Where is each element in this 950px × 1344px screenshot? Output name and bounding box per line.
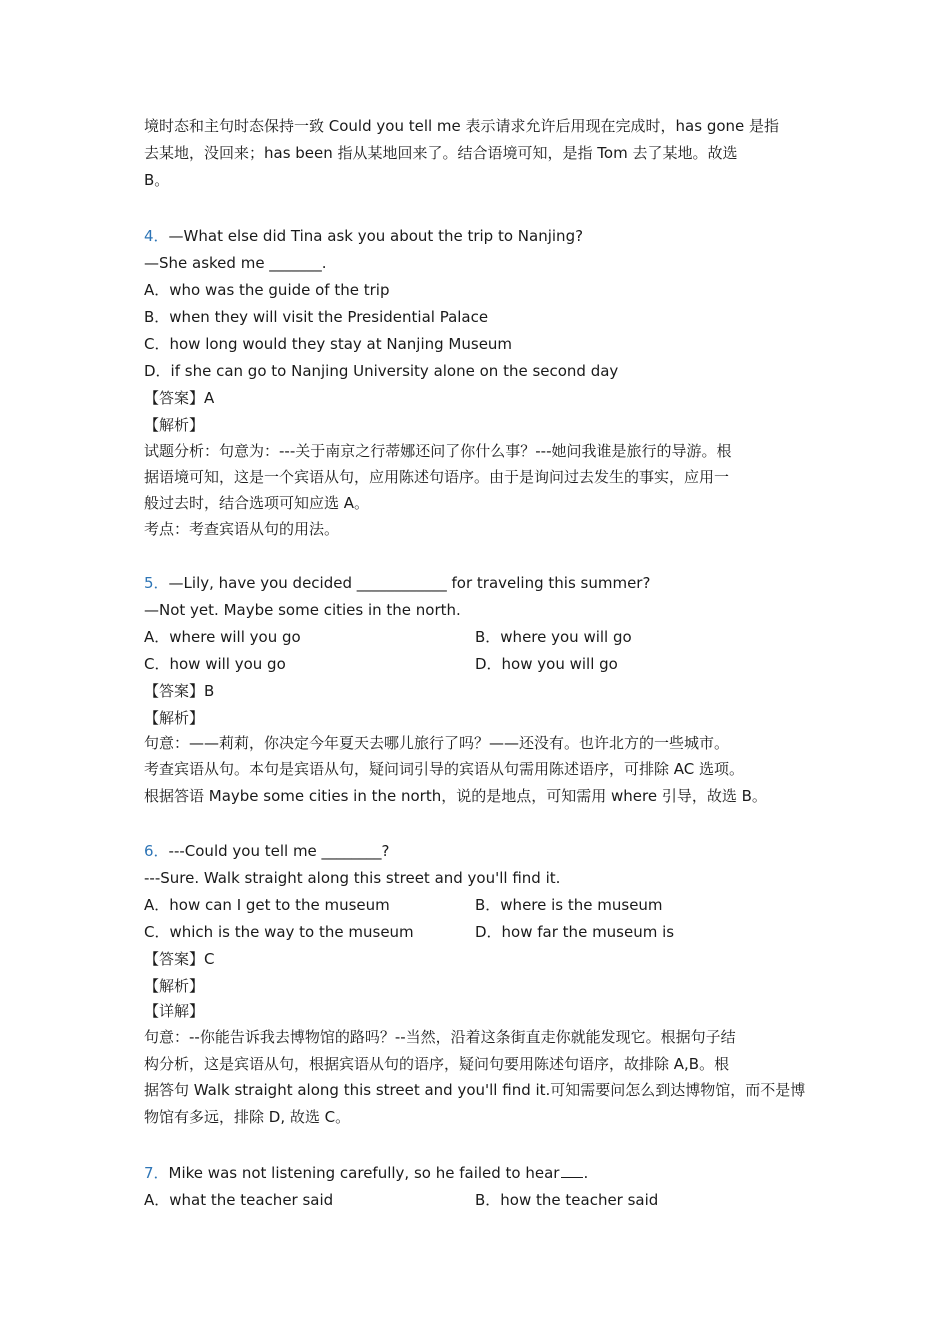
- question-5-stem: [144, 573, 650, 593]
- analysis-line: 物馆有多远，排除 D, 故选 C。: [144, 1108, 351, 1126]
- question-number: 4．: [144, 227, 169, 245]
- question-4-stem: [144, 226, 583, 246]
- analysis-line: 句意：——莉莉，你决定今年夏天去哪儿旅行了吗？——还没有。也许北方的一些城市。: [144, 734, 730, 752]
- question-text: —Lily, have you decided ____________ for traveling this summer?: [168, 574, 651, 592]
- option-c: C．how long would they stay at Nanjing Museum: [144, 335, 513, 353]
- question-number: 5．: [144, 574, 169, 592]
- option-a: A．what the teacher said: [144, 1191, 334, 1209]
- option-a: A．how can I get to the museum: [144, 896, 390, 914]
- analysis-label: 【解析】: [144, 416, 205, 434]
- analysis-label: 【解析】: [144, 709, 205, 727]
- option-b: B．how the teacher said: [475, 1191, 659, 1209]
- analysis-line: 般过去时，结合选项可知应选 A。: [144, 494, 370, 512]
- analysis-line: 据语境可知，这是一个宾语从句，应用陈述句语序。由于是询问过去发生的事实，应用一: [144, 468, 730, 486]
- intro-line: B。: [144, 171, 170, 189]
- answer-label: 【答案】A: [144, 389, 215, 407]
- question-6-reply: ---Sure. Walk straight along this street and you'll find it.: [144, 869, 561, 887]
- option-b: B．where you will go: [475, 628, 632, 646]
- analysis-line: 试题分析：句意为：---关于南京之行蒂娜还问了你什么事？---她问我谁是旅行的导游。根: [144, 442, 732, 460]
- option-a: A．where will you go: [144, 628, 301, 646]
- option-b: B．when they will visit the Presidential Palace: [144, 308, 489, 326]
- option-d: D．how far the museum is: [475, 923, 675, 941]
- question-text: —What else did Tina ask you about the trip to Nanjing?: [168, 227, 584, 245]
- option-a: A．who was the guide of the trip: [144, 281, 390, 299]
- question-4-reply: —She asked me _______.: [144, 254, 327, 272]
- analysis-label: 【解析】: [144, 977, 205, 995]
- option-d: D．how you will go: [475, 655, 618, 673]
- option-c: C．how will you go: [144, 655, 286, 673]
- intro-line: 境时态和主句时态保持一致 Could you tell me 表示请求允许后用现在完成时，has gone 是指: [144, 117, 780, 135]
- analysis-line: 根据答语 Maybe some cities in the north，说的是地点，可知需用 where 引导，故选 B。: [144, 787, 767, 805]
- detail-label: 【详解】: [144, 1002, 205, 1020]
- analysis-line: 考点：考查宾语从句的用法。: [144, 520, 340, 538]
- analysis-line: 构分析，这是宾语从句，根据宾语从句的语序，疑问句要用陈述句语序，故排除 A,B。根: [144, 1055, 730, 1073]
- option-b: B．where is the museum: [475, 896, 663, 914]
- question-6-stem: [144, 841, 390, 861]
- question-5-reply: —Not yet. Maybe some cities in the north.: [144, 601, 461, 619]
- option-c: C．which is the way to the museum: [144, 923, 414, 941]
- analysis-line: 据答句 Walk straight along this street and you'll find it.可知需要问怎么到达博物馆，而不是博: [144, 1081, 806, 1099]
- analysis-line: 句意：--你能告诉我去博物馆的路吗？--当然，沿着这条街直走你就能发现它。根据句子结: [144, 1028, 736, 1046]
- option-d: D．if she can go to Nanjing University alone on the second day: [144, 362, 619, 380]
- question-number: 7．: [144, 1164, 169, 1182]
- answer-label: 【答案】C: [144, 950, 215, 968]
- question-text: ---Could you tell me ________?: [168, 842, 390, 860]
- intro-line: 去某地，没回来；has been 指从某地回来了。结合语境可知，是指 Tom 去了某地。故选: [144, 144, 738, 162]
- answer-label: 【答案】B: [144, 682, 215, 700]
- question-7-stem: [144, 1163, 588, 1183]
- question-number: 6．: [144, 842, 169, 860]
- analysis-line: 考查宾语从句。本句是宾语从句，疑问词引导的宾语从句需用陈述语序，可排除 AC 选项。: [144, 760, 745, 778]
- question-text: Mike was not listening carefully, so he failed to hear: [168, 1164, 560, 1182]
- answer-blank: [561, 1163, 583, 1178]
- question-text-end: .: [583, 1164, 589, 1182]
